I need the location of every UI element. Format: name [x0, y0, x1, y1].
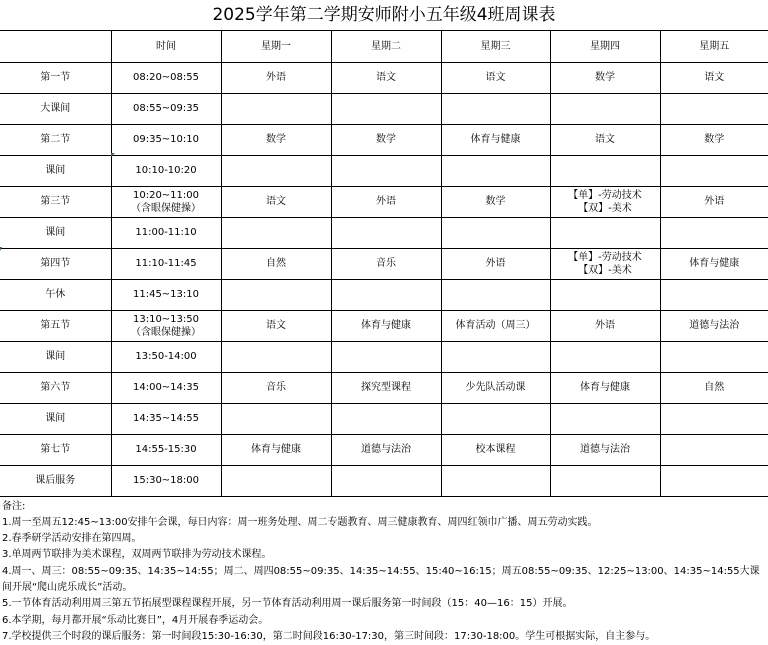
- subject-text: 【双】-美术: [551, 264, 660, 277]
- table-row: [0, 310, 768, 341]
- header-day: 星期五: [660, 31, 768, 62]
- subject-cell[interactable]: [441, 186, 550, 217]
- subject-cell[interactable]: [660, 372, 768, 403]
- subject-text: 【双】-美术: [551, 202, 660, 215]
- period-label[interactable]: 第二节: [0, 124, 111, 155]
- time-cell[interactable]: [111, 434, 221, 465]
- header-time: 时间: [111, 31, 221, 62]
- subject-text: 外语: [442, 257, 550, 270]
- subject-cell[interactable]: [331, 434, 441, 465]
- time-text: 11:10-11:45: [112, 257, 221, 270]
- subject-cell[interactable]: [221, 93, 331, 124]
- subject-text: 外语: [332, 195, 441, 208]
- table-row: [0, 465, 768, 496]
- subject-text: 语文: [332, 71, 441, 84]
- subject-cell[interactable]: [660, 434, 768, 465]
- subject-cell[interactable]: [550, 186, 660, 217]
- time-text: 10:20~11:00: [112, 189, 221, 202]
- subject-cell[interactable]: [331, 341, 441, 372]
- subject-cell[interactable]: [660, 341, 768, 372]
- time-text: 11:45~13:10: [112, 288, 221, 301]
- subject-cell[interactable]: [441, 434, 550, 465]
- time-cell[interactable]: [111, 341, 221, 372]
- subject-cell[interactable]: [550, 434, 660, 465]
- header-row: [0, 31, 768, 62]
- subject-text: 道德与法治: [332, 443, 441, 456]
- subject-cell[interactable]: [441, 62, 550, 93]
- subject-cell[interactable]: [441, 403, 550, 434]
- time-text: 08:55~09:35: [112, 102, 221, 115]
- subject-cell[interactable]: [550, 217, 660, 248]
- subject-text: 数学: [551, 71, 660, 84]
- subject-cell[interactable]: [221, 186, 331, 217]
- subject-cell[interactable]: [550, 310, 660, 341]
- subject-cell[interactable]: [550, 124, 660, 155]
- subject-text: 【单】-劳动技术: [551, 251, 660, 264]
- period-label[interactable]: 课间: [0, 217, 111, 248]
- table-row: [0, 93, 768, 124]
- subject-cell[interactable]: [331, 310, 441, 341]
- time-cell[interactable]: [111, 403, 221, 434]
- subject-cell[interactable]: [221, 217, 331, 248]
- subject-cell[interactable]: [331, 279, 441, 310]
- subject-cell[interactable]: [221, 341, 331, 372]
- subject-text: 道德与法治: [661, 319, 768, 332]
- subject-cell[interactable]: [221, 62, 331, 93]
- time-text: 13:50-14:00: [112, 350, 221, 363]
- subject-cell[interactable]: [550, 62, 660, 93]
- timetable-grid: [0, 31, 768, 497]
- notes-section: [0, 497, 768, 645]
- notes-heading: 备注:: [2, 499, 768, 515]
- header-day: 星期四: [550, 31, 660, 62]
- subject-cell[interactable]: [441, 155, 550, 186]
- subject-text: 语文: [661, 71, 768, 84]
- subject-cell[interactable]: [550, 341, 660, 372]
- subject-cell[interactable]: [331, 465, 441, 496]
- subject-text: 外语: [661, 195, 768, 208]
- subject-cell[interactable]: [550, 465, 660, 496]
- subject-cell[interactable]: [441, 248, 550, 279]
- subject-cell[interactable]: [441, 124, 550, 155]
- subject-cell[interactable]: [331, 124, 441, 155]
- subject-text: 体育与健康: [222, 443, 331, 456]
- table-row: [0, 403, 768, 434]
- header-day: 星期一: [221, 31, 331, 62]
- table-row: [0, 186, 768, 217]
- period-label[interactable]: 大课间: [0, 93, 111, 124]
- time-text: （含眼保健操）: [112, 326, 221, 339]
- period-label[interactable]: 午休: [0, 279, 111, 310]
- period-label[interactable]: 课间: [0, 155, 111, 186]
- subject-text: 自然: [661, 381, 768, 394]
- time-text: 14:35~14:55: [112, 412, 221, 425]
- subject-cell[interactable]: [221, 155, 331, 186]
- time-cell[interactable]: [111, 465, 221, 496]
- subject-cell[interactable]: [331, 155, 441, 186]
- table-row: [0, 279, 768, 310]
- time-cell[interactable]: [111, 279, 221, 310]
- time-cell[interactable]: [111, 155, 221, 186]
- subject-text: 探究型课程: [332, 381, 441, 394]
- subject-text: 体育与健康: [551, 381, 660, 394]
- subject-cell[interactable]: [331, 372, 441, 403]
- table-row: [0, 155, 768, 186]
- time-text: 10:10-10:20: [112, 164, 221, 177]
- time-cell[interactable]: [111, 124, 221, 155]
- subject-text: 数学: [222, 133, 331, 146]
- subject-cell[interactable]: [441, 217, 550, 248]
- subject-cell[interactable]: [221, 465, 331, 496]
- subject-text: 外语: [551, 319, 660, 332]
- subject-text: 【单】-劳动技术: [551, 189, 660, 202]
- subject-cell[interactable]: [660, 465, 768, 496]
- subject-cell[interactable]: [221, 248, 331, 279]
- subject-cell[interactable]: [550, 403, 660, 434]
- period-label[interactable]: 第七节: [0, 434, 111, 465]
- page-title: 2025学年第二学期安师附小五年级4班周课表: [0, 0, 768, 31]
- table-row: [0, 248, 768, 279]
- subject-cell[interactable]: [550, 372, 660, 403]
- subject-text: 校本课程: [442, 443, 550, 456]
- time-cell[interactable]: [111, 62, 221, 93]
- time-text: （含眼保健操）: [112, 202, 221, 215]
- time-text: 08:20~08:55: [112, 71, 221, 84]
- subject-cell[interactable]: [331, 62, 441, 93]
- note-line: 4.周一、周三：08:55~09:35、14:35~14:55；周二、周四08:55~09:35、14:35~14:55、15:40~16:15；周五08:55~09:35、12:25~13:00、14:35~14:55大课间开展“爬山虎乐成长”活动。: [2, 564, 764, 597]
- period-label[interactable]: 课间: [0, 341, 111, 372]
- time-cell[interactable]: [111, 93, 221, 124]
- subject-cell[interactable]: [331, 186, 441, 217]
- subject-cell[interactable]: [331, 93, 441, 124]
- note-line: 2.春季研学活动安排在第四周。: [2, 531, 768, 547]
- subject-text: 外语: [222, 71, 331, 84]
- subject-cell[interactable]: [221, 124, 331, 155]
- subject-cell[interactable]: [660, 248, 768, 279]
- subject-text: 语文: [222, 195, 331, 208]
- subject-cell[interactable]: [441, 279, 550, 310]
- time-text: 14:55-15:30: [112, 443, 221, 456]
- period-label[interactable]: 第三节: [0, 186, 111, 217]
- subject-text: 体育与健康: [332, 319, 441, 332]
- subject-cell[interactable]: [660, 62, 768, 93]
- header-day: 星期二: [331, 31, 441, 62]
- subject-cell[interactable]: [441, 341, 550, 372]
- period-label[interactable]: 第五节: [0, 310, 111, 341]
- subject-text: 语文: [551, 133, 660, 146]
- period-label[interactable]: 第四节: [0, 248, 111, 279]
- period-label[interactable]: 第一节: [0, 62, 111, 93]
- corner-cell: [0, 31, 111, 62]
- subject-text: 道德与法治: [551, 443, 660, 456]
- subject-cell[interactable]: [660, 279, 768, 310]
- table-row: [0, 124, 768, 155]
- subject-cell[interactable]: [441, 372, 550, 403]
- subject-cell[interactable]: [660, 155, 768, 186]
- note-line: 7.学校提供三个时段的课后服务：第一时间段15:30-16:30，第二时间段16:30-17:30，第三时间段：17:30-18:00。学生可根据实际，自主参与。: [2, 629, 768, 645]
- time-cell[interactable]: [111, 217, 221, 248]
- subject-text: 音乐: [332, 257, 441, 270]
- subject-text: 少先队活动课: [442, 381, 550, 394]
- subject-text: 体育与健康: [661, 257, 768, 270]
- table-row: [0, 341, 768, 372]
- time-text: 14:00~14:35: [112, 381, 221, 394]
- table-row: [0, 217, 768, 248]
- subject-text: 语文: [222, 319, 331, 332]
- note-line: 3.单周两节联排为美术课程，双周两节联排为劳动技术课程。: [2, 547, 768, 563]
- subject-cell[interactable]: [221, 403, 331, 434]
- subject-cell[interactable]: [331, 403, 441, 434]
- subject-text: 体育活动（周三）: [442, 319, 550, 332]
- subject-cell[interactable]: [221, 434, 331, 465]
- time-text: 13:10~13:50: [112, 313, 221, 326]
- subject-text: 数学: [442, 195, 550, 208]
- subject-cell[interactable]: [660, 186, 768, 217]
- subject-cell[interactable]: [221, 279, 331, 310]
- subject-cell[interactable]: [550, 248, 660, 279]
- subject-cell[interactable]: [550, 93, 660, 124]
- header-day: 星期三: [441, 31, 550, 62]
- subject-text: 自然: [222, 257, 331, 270]
- period-label[interactable]: 课后服务: [0, 465, 111, 496]
- subject-cell[interactable]: [660, 217, 768, 248]
- subject-cell[interactable]: [550, 279, 660, 310]
- time-text: 09:35~10:10: [112, 133, 221, 146]
- table-row: [0, 372, 768, 403]
- table-row: [0, 434, 768, 465]
- table-row: [0, 62, 768, 93]
- time-cell[interactable]: [111, 186, 221, 217]
- period-label[interactable]: 第六节: [0, 372, 111, 403]
- cell-comment-marker: [111, 153, 115, 157]
- subject-text: 数学: [661, 133, 768, 146]
- subject-cell[interactable]: [550, 155, 660, 186]
- subject-cell[interactable]: [660, 93, 768, 124]
- note-line: 6.本学期，每月都开展“乐动比赛日”，4月开展春季运动会。: [2, 613, 768, 629]
- subject-cell[interactable]: [660, 403, 768, 434]
- subject-cell[interactable]: [441, 93, 550, 124]
- subject-cell[interactable]: [441, 310, 550, 341]
- subject-cell[interactable]: [331, 248, 441, 279]
- subject-text: 语文: [442, 71, 550, 84]
- time-cell[interactable]: [111, 310, 221, 341]
- subject-text: 音乐: [222, 381, 331, 394]
- subject-cell[interactable]: [441, 465, 550, 496]
- subject-text: 体育与健康: [442, 133, 550, 146]
- subject-cell[interactable]: [660, 310, 768, 341]
- time-cell[interactable]: [111, 372, 221, 403]
- period-label[interactable]: 课间: [0, 403, 111, 434]
- subject-cell[interactable]: [331, 217, 441, 248]
- note-line: 1.周一至周五12:45~13:00安排午会课，每日内容：周一班务处理、周二专题教育、周三健康教育、周四红领巾广播、周五劳动实践。: [2, 515, 768, 531]
- row-selection-marker: [0, 247, 2, 251]
- time-text: 11:00-11:10: [112, 226, 221, 239]
- time-text: 15:30~18:00: [112, 474, 221, 487]
- subject-cell[interactable]: [221, 310, 331, 341]
- note-line: 5.一节体育活动利用周三第五节拓展型课程课程开展，另一节体育活动利用周一课后服务第一时间段（15：40—16：15）开展。: [2, 596, 768, 612]
- subject-cell[interactable]: [221, 372, 331, 403]
- subject-text: 数学: [332, 133, 441, 146]
- subject-cell[interactable]: [660, 124, 768, 155]
- time-cell[interactable]: [111, 248, 221, 279]
